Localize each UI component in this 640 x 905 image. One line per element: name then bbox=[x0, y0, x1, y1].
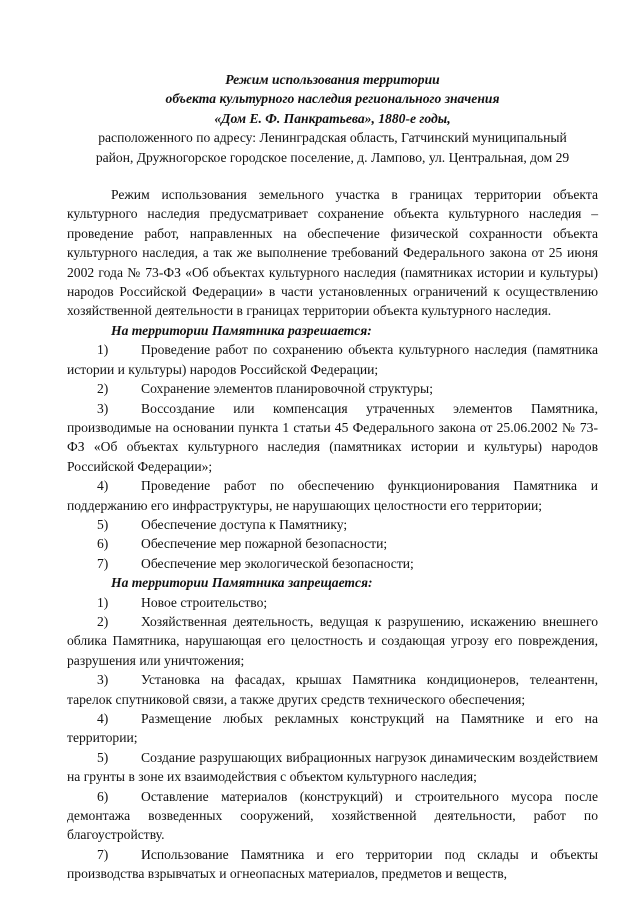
item-number: 3) bbox=[97, 672, 109, 688]
item-text: Использование Памятника и его территории под склады и объекты производства взрывчатых и огнеопасных материалов, предметов и веществ, bbox=[67, 846, 598, 882]
forbidden-item bbox=[67, 845, 598, 884]
item-text: Установка на фасадах, крышах Памятника кондиционеров, телеантенн, тарелок спутниковой связи, а также других средств технического обеспечения; bbox=[67, 672, 598, 707]
forbidden-item bbox=[67, 670, 598, 709]
document-page bbox=[67, 70, 598, 884]
item-number: 4) bbox=[97, 711, 109, 726]
document-title-line-1: Режим использования территории bbox=[225, 72, 440, 87]
allowed-item bbox=[67, 379, 598, 398]
item-number: 5) bbox=[97, 749, 109, 765]
forbidden-heading: На территории Памятника запрещается: bbox=[111, 575, 373, 591]
item-number: 7) bbox=[97, 555, 109, 571]
item-text: Хозяйственная деятельность, ведущая к разрушению, искажению внешнего облика Памятника, нарушающая его целостность и создающая угрозу его повреждения, разрушения или уничтожения; bbox=[67, 613, 598, 668]
item-text: Размещение любых рекламных конструкций на Памятнике и его на территории; bbox=[67, 711, 598, 746]
address-line-2: район, Дружногорское городское поселение, д. Лампово, ул. Центральная, дом 29 bbox=[95, 149, 570, 165]
forbidden-item bbox=[67, 748, 598, 787]
item-number: 2) bbox=[97, 381, 109, 397]
item-number: 5) bbox=[97, 516, 109, 532]
item-number: 1) bbox=[97, 342, 109, 358]
item-text: Обеспечение мер экологической безопасности; bbox=[141, 555, 414, 571]
item-text: Новое строительство; bbox=[141, 594, 268, 610]
item-text: Обеспечение доступа к Памятнику; bbox=[141, 516, 348, 532]
item-text: Проведение работ по сохранению объекта культурного наследия (памятника истории и культуры) народов Российской Федерации; bbox=[67, 342, 598, 377]
item-number: 1) bbox=[97, 594, 109, 610]
item-text: Проведение работ по обеспечению функционирования Памятника и поддержанию его инфраструктуры, не нарушающих целостности его территории; bbox=[67, 478, 598, 513]
forbidden-item bbox=[67, 612, 598, 670]
allowed-item bbox=[67, 534, 598, 553]
forbidden-item bbox=[67, 787, 598, 845]
forbidden-item bbox=[67, 709, 598, 748]
item-text: Обеспечение мер пожарной безопасности; bbox=[141, 536, 388, 552]
allowed-item bbox=[67, 476, 598, 515]
item-text: Создание разрушающих вибрационных нагрузок динамическим воздействием на грунты в зоне их взаимодействия с объектом культурного наследия; bbox=[67, 749, 598, 785]
allowed-item bbox=[67, 554, 598, 573]
item-number: 3) bbox=[97, 400, 109, 416]
document-title-line-3: «Дом Е. Ф. Панкратьева», 1880-е годы, bbox=[214, 110, 451, 126]
item-text: Воссоздание или компенсация утраченных элементов Памятника, производимые на основании пункта 1 статьи 45 Федерального закона от 25.06.2002 № 73-ФЗ «Об объектах культурного наследия (памятниках истории и культуры) народов Российской Федерации»; bbox=[67, 400, 598, 474]
allowed-item bbox=[67, 515, 598, 534]
item-text: Оставление материалов (конструкций) и строительного мусора после демонтажа возведенных сооружений, хозяйственной деятельности, работ по благоустройству. bbox=[67, 788, 598, 843]
item-number: 7) bbox=[97, 846, 109, 862]
item-number: 6) bbox=[97, 788, 109, 804]
item-number: 4) bbox=[97, 478, 109, 494]
document-title-line-2: объекта культурного наследия регионального значения bbox=[165, 91, 500, 107]
item-number: 6) bbox=[97, 536, 109, 552]
item-number: 2) bbox=[97, 613, 109, 629]
allowed-item bbox=[67, 399, 598, 477]
allowed-heading: На территории Памятника разрешается: bbox=[111, 322, 372, 338]
address-line-1: расположенного по адресу: Ленинградская область, Гатчинский муниципальный bbox=[98, 130, 567, 146]
forbidden-item bbox=[67, 593, 598, 612]
spacer bbox=[67, 167, 598, 185]
intro-paragraph: Режим использования земельного участка в границах территории объекта культурного наследия предусматривает сохранение объекта культурного наследия – проведение работ, направленных на обеспечение физической сохранности объекта культурного наследия, а так же выполнение требований Федерального закона от 25 июня 2002 года № 73-ФЗ «Об объектах культурного наследия (памятниках истории и культуры) народов Российской Федерации» в части установленных ограничений к осуществлению хозяйственной деятельности в границах территории объекта культурного наследия. bbox=[67, 187, 598, 319]
item-text: Сохранение элементов планировочной структуры; bbox=[141, 381, 433, 397]
allowed-item bbox=[67, 340, 598, 379]
